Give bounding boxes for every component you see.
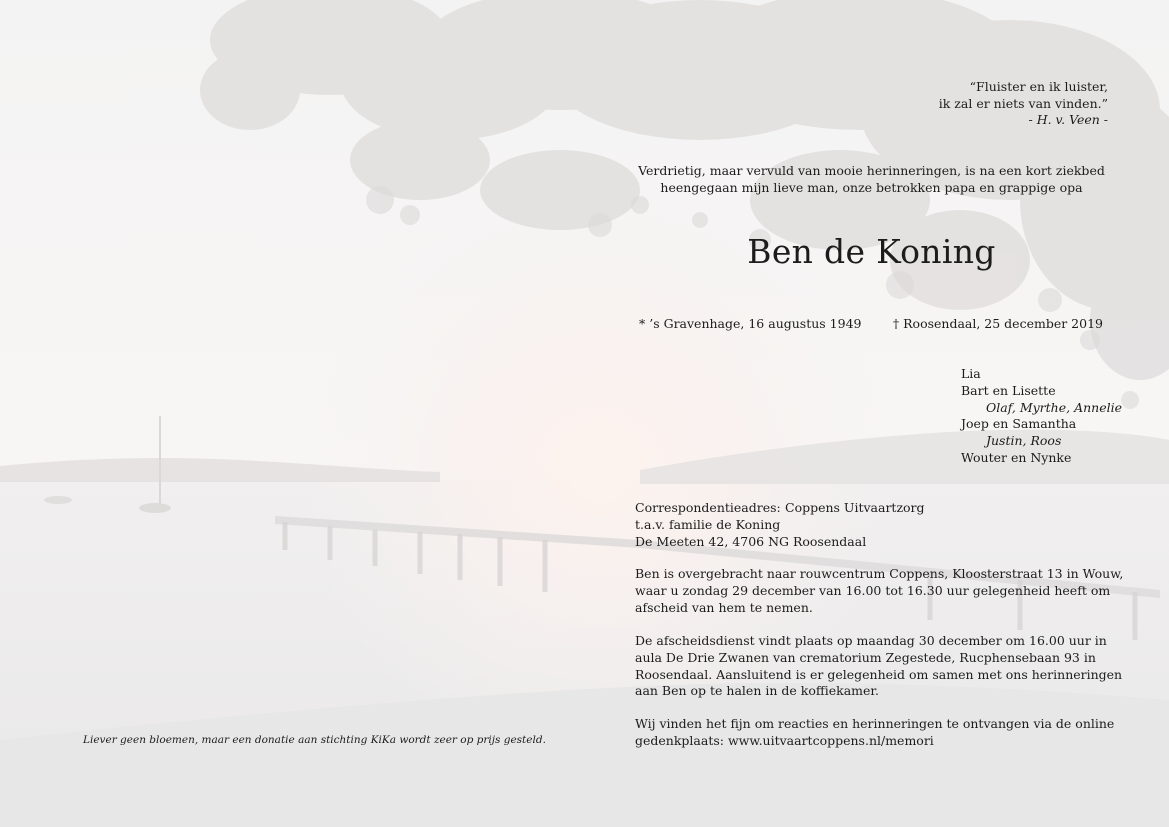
family-member: Wouter en Nynke <box>961 449 1072 465</box>
quote-author: - H. v. Veen - <box>1028 112 1108 127</box>
grandchildren: Justin, Roos <box>986 433 1062 449</box>
grandchildren: Olaf, Myrthe, Annelie <box>986 399 1122 415</box>
correspondence-street: De Meeten 42, 4706 NG Roosendaal <box>635 533 867 549</box>
death-info: † Roosendaal, 25 december 2019 <box>892 316 1103 331</box>
correspondence-address <box>635 500 925 550</box>
family-member: Bart en Lisette <box>961 382 1056 398</box>
quote-block <box>939 79 1108 129</box>
quote-line-1: “Fluister en ik luister, <box>969 79 1108 94</box>
intro-text: Verdrietig, maar vervuld van mooie herinneringen, is na een kort ziekbed heengegaan mijn lieve man, onze betrokken papa en grappige opa <box>638 163 1105 195</box>
family-list <box>961 366 1122 467</box>
deceased-name: Ben de Koning <box>747 232 996 271</box>
family-member: Lia <box>961 366 981 381</box>
quote-line-2: ik zal er niets van vinden.” <box>938 95 1108 111</box>
correspondence-label: Correspondentieadres: <box>635 500 781 515</box>
birth-info: * ’s Gravenhage, 16 augustus 1949 <box>639 316 862 331</box>
flowers-note: Liever geen bloemen, maar een donatie aan stichting KiKa wordt zeer op prijs gesteld. <box>83 734 546 746</box>
correspondence-attn: t.a.v. familie de Koning <box>635 516 781 532</box>
service-paragraph: De afscheidsdienst vindt plaats op maandag 30 december om 16.00 uur in aula De Drie Zwanen van crematorium Zegestede, Rucphensebaan 93 in Roosendaal. Aansluitend is er gelegenheid om samen met ons herinneringen aan Ben op te halen in de koffiekamer. <box>635 633 1123 699</box>
viewing-paragraph: Ben is overgebracht naar rouwcentrum Coppens, Kloosterstraat 13 in Wouw, waar u zondag 29 december van 16.00 tot 16.30 uur gelegenheid heeft om afscheid van hem te nemen. <box>635 566 1124 615</box>
correspondence-company: Coppens Uitvaartzorg <box>785 500 925 515</box>
family-member: Joep en Samantha <box>961 416 1077 432</box>
online-paragraph: Wij vinden het fijn om reacties en herinneringen te ontvangen via de online gedenkplaats: www.uitvaartcoppens.nl/memori <box>635 716 1115 748</box>
